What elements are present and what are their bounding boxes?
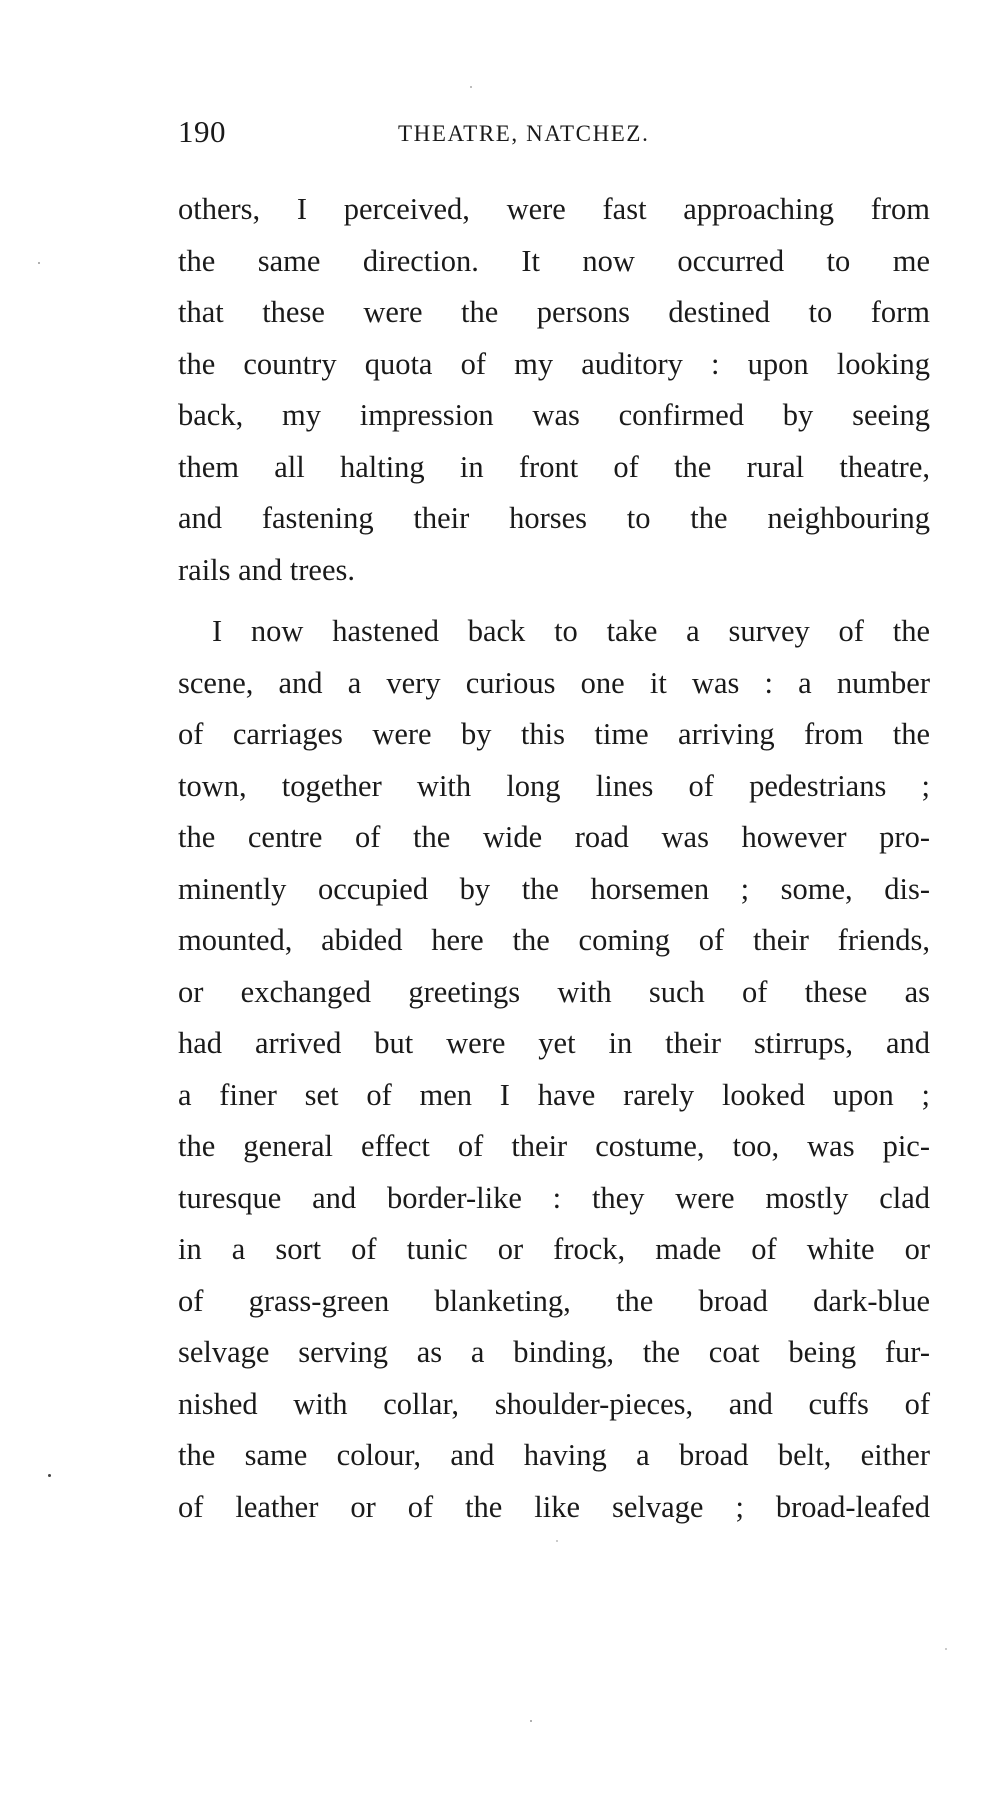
text-line: nished with collar, shoulder-pieces, and cuffs of [178,1386,930,1421]
paper-speck [945,1648,947,1650]
text-line: I now hastened back to take a survey of the [212,614,930,648]
paragraph-2 [178,606,930,1533]
text-line: mounted, abided here the coming of their friends, [178,923,930,957]
text-line: back, my impression was confirmed by seeing [178,398,930,432]
paper-speck [556,1540,558,1542]
text-line: had arrived but were yet in their stirrups, and [178,1026,930,1060]
paragraph-gap [178,596,930,606]
text-line: selvage serving as a binding, the coat being fur- [178,1335,930,1369]
text-line: minently occupied by the horsemen ; some, dis- [178,871,930,906]
paper-speck [48,1474,51,1477]
paper-speck [38,262,40,264]
text-line: the same direction. It now occurred to me [178,243,930,278]
text-line: a finer set of men I have rarely looked upon ; [178,1077,930,1112]
page-number: 190 [178,114,226,149]
text-line: and fastening their horses to the neighbouring [178,501,930,535]
text-line: the same colour, and having a broad belt, either [178,1438,930,1472]
text-line: rails and trees. [178,552,355,587]
paper-speck [470,86,472,88]
text-line: in a sort of tunic or frock, made of white or [178,1232,930,1266]
text-line: of carriages were by this time arriving from the [178,717,930,751]
text-line: of grass-green blanketing, the broad dark-blue [178,1283,930,1318]
text-line: town, together with long lines of pedestrians ; [178,768,930,803]
text-line: that these were the persons destined to form [178,295,930,329]
text-line: the centre of the wide road was however pro- [178,820,930,854]
body-text [178,184,930,1533]
text-line: or exchanged greetings with such of these as [178,974,930,1009]
text-line: of leather or of the like selvage ; broad-leafed [178,1489,930,1524]
text-line: the general effect of their costume, too, was pic- [178,1129,930,1163]
text-line: them all halting in front of the rural theatre, [178,449,930,484]
page-header [178,112,930,152]
paper-speck [530,1720,532,1722]
text-line: scene, and a very curious one it was : a number [178,665,930,700]
text-line: others, I perceived, were fast approaching from [178,192,930,226]
paragraph-1 [178,184,930,596]
running-head: THEATRE, NATCHEZ. [398,121,650,146]
text-line: turesque and border-like : they were mostly clad [178,1180,930,1215]
text-line: the country quota of my auditory : upon looking [178,346,930,381]
